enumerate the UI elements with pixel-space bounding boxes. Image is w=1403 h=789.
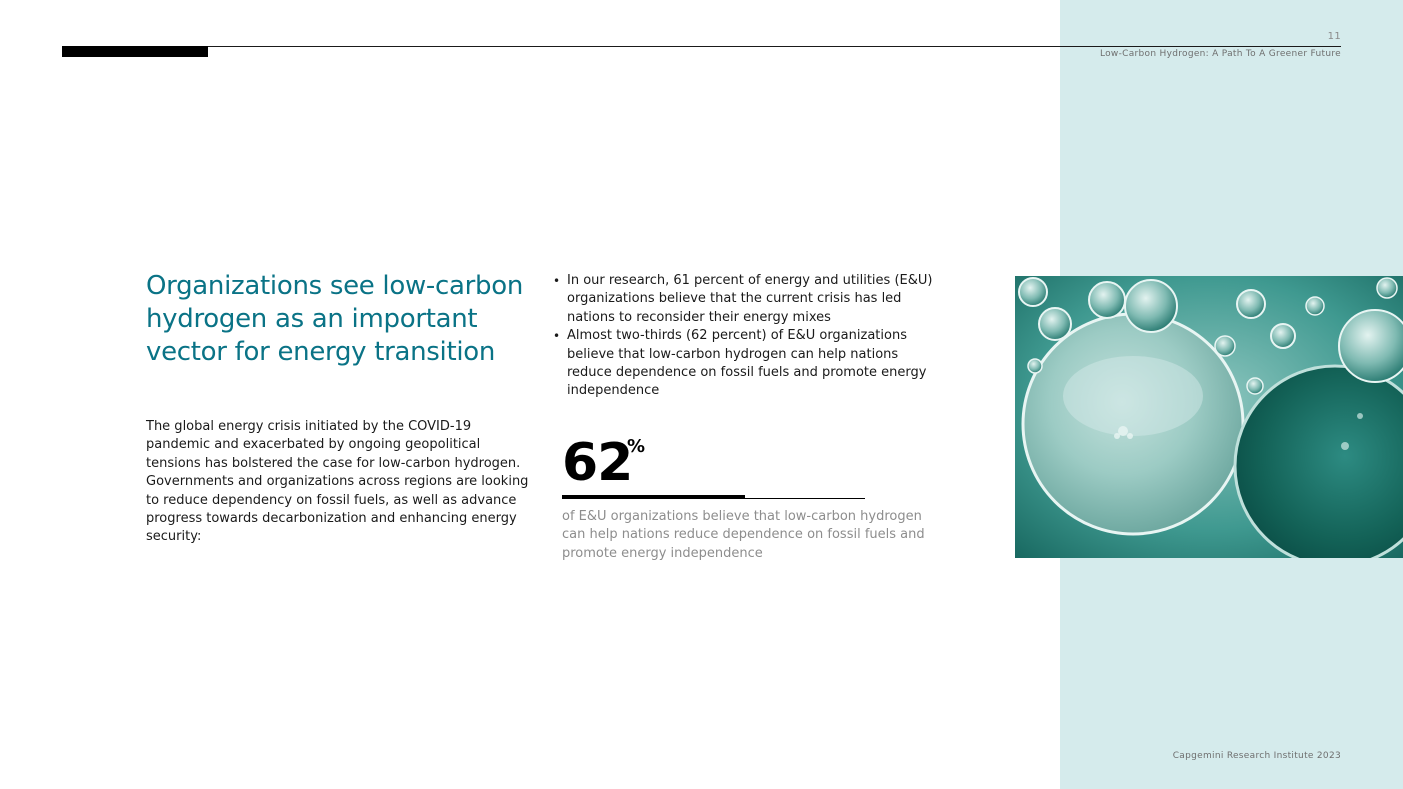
- hydrogen-bubbles-photo: [1015, 276, 1403, 558]
- bubble: [1028, 359, 1042, 373]
- bubble: [1125, 280, 1177, 332]
- bubble: [1339, 310, 1403, 382]
- stat-value: 62: [562, 433, 633, 493]
- bubble: [1237, 290, 1265, 318]
- bullet-icon: •: [553, 274, 561, 288]
- bubble: [1357, 413, 1363, 419]
- bubble: [1127, 433, 1133, 439]
- bubble: [1377, 278, 1397, 298]
- bubble: [1019, 278, 1047, 306]
- key-findings-list: [553, 272, 938, 401]
- bubble: [1306, 297, 1324, 315]
- bubbles-illustration: [1015, 276, 1403, 558]
- bubble: [1039, 308, 1071, 340]
- stat-rule-accent: [562, 495, 745, 499]
- stat-caption: of E&U organizations believe that low-carbon hydrogen can help nations reduce dependence on fossil fuels and promote energy independence: [562, 509, 925, 561]
- bubble: [1271, 324, 1295, 348]
- bubble: [1215, 336, 1235, 356]
- list-item-text: In our research, 61 percent of energy and utilities (E&U) organizations believe that the current crisis has led nations to reconsider their energy mixes: [567, 273, 933, 325]
- bubble: [1089, 282, 1125, 318]
- stat-unit: %: [627, 436, 646, 457]
- page-number: 11: [1327, 31, 1341, 42]
- header-rule: [62, 46, 1341, 47]
- running-title: Low-Carbon Hydrogen: A Path To A Greener Future: [1099, 49, 1341, 59]
- list-item-text: Almost two-thirds (62 percent) of E&U organizations believe that low-carbon hydrogen can help nations reduce dependence on fossil fuels and promote energy independence: [567, 328, 927, 399]
- footer-credit: Capgemini Research Institute 2023: [1172, 751, 1341, 761]
- intro-paragraph: The global energy crisis initiated by the COVID-19 pandemic and exacerbated by ongoing geopolitical tensions has bolstered the case for low-carbon hydrogen. Governments and organizations across regions are looking to reduce dependency on fossil fuels, as well as advance progress towards decarbonization and enhancing energy security:: [146, 419, 529, 545]
- header-accent-block: [62, 46, 208, 57]
- list-item: [553, 272, 938, 327]
- bubble: [1114, 433, 1120, 439]
- list-item: [553, 327, 938, 401]
- bubble: [1247, 378, 1263, 394]
- bubble: [1341, 442, 1349, 450]
- page-title: Organizations see low-carbon hydrogen as an important vector for energy transition: [146, 271, 524, 367]
- bullet-icon: •: [553, 329, 561, 344]
